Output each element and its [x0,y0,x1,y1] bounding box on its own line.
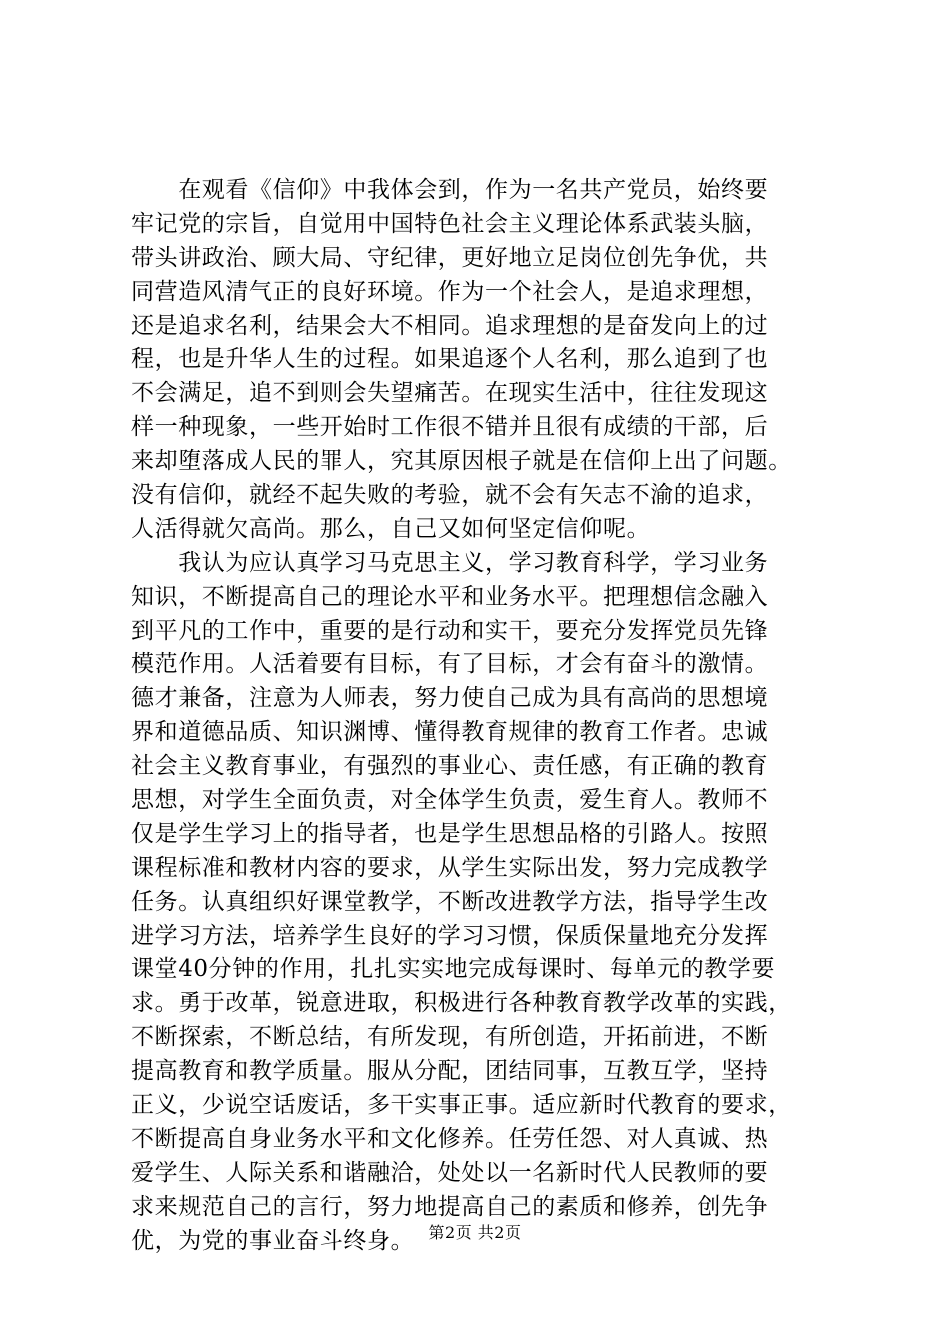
text-line: 模范作用。人活着要有目标，有了目标，才会有奋斗的激情。 [131,651,769,678]
text-line: 到平凡的工作中，重要的是行动和实干，要充分发挥党员先锋 [131,617,769,644]
text-line: 不断探索，不断总结，有所发现，有所创造，开拓前进，不断 [131,1024,769,1051]
text-line: 不断提高自身业务水平和文化修养。任劳任怨、对人真诚、热 [131,1125,769,1152]
text-line: 人活得就欠高尚。那么，自己又如何坚定信仰呢。 [131,515,651,542]
text-line: 牢记党的宗旨，自觉用中国特色社会主义理论体系武装头脑， [131,210,769,237]
text-line: 程，也是升华人生的过程。如果追逐个人名利，那么追到了也 [131,346,769,373]
text-line: 课堂40分钟的作用，扎扎实实地完成每课时、每单元的教学要 [131,956,776,983]
text-line: 提高教育和教学质量。服从分配，团结同事，互教互学，坚持 [131,1058,769,1085]
text-line: 正义，少说空话废话，多干实事正事。适应新时代教育的要求， [131,1092,792,1119]
text-line: 我认为应认真学习马克思主义，学习教育科学，学习业务 [131,549,769,576]
text-line: 同营造风清气正的良好环境。作为一个社会人，是追求理想， [131,278,769,305]
text-line: 求。勇于改革，锐意进取，积极进行各种教育教学改革的实践， [131,990,792,1017]
page-footer: 第2页 共2页 [428,1223,522,1242]
text-line: 不会满足，追不到则会失望痛苦。在现实生活中，往往发现这 [131,380,769,407]
text-line: 进学习方法，培养学生良好的学习习惯，保质保量地充分发挥 [131,922,769,949]
text-line: 带头讲政治、顾大局、守纪律，更好地立足岗位创先争优，共 [131,244,769,271]
text-line: 知识，不断提高自己的理论水平和业务水平。把理想信念融入 [131,583,769,610]
text-line: 课程标准和教材内容的要求，从学生实际出发，努力完成教学 [131,854,769,881]
text-line: 仅是学生学习上的指导者，也是学生思想品格的引路人。按照 [131,820,769,847]
text-line: 社会主义教育事业，有强烈的事业心、责任感，有正确的教育 [131,753,769,780]
text-line: 还是追求名利，结果会大不相同。追求理想的是奋发向上的过 [131,312,769,339]
text-line: 任务。认真组织好课堂教学，不断改进教学方法，指导学生改 [131,888,769,915]
text-line: 求来规范自己的言行，努力地提高自己的素质和修养，创先争 [131,1193,769,1220]
body-text [131,174,841,1259]
text-line: 爱学生、人际关系和谐融洽，处处以一名新时代人民教师的要 [131,1159,769,1186]
text-line: 在观看《信仰》中我体会到，作为一名共产党员，始终要 [131,177,769,203]
text-line: 优，为党的事业奋斗终身。 [131,1227,415,1254]
text-line: 来却堕落成人民的罪人，究其原因根子就是在信仰上出了问题。 [131,448,792,475]
text-line: 样一种现象，一些开始时工作很不错并且很有成绩的干部，后 [131,414,769,441]
text-line: 没有信仰，就经不起失败的考验，就不会有矢志不渝的追求， [131,482,769,509]
text-line: 思想，对学生全面负责，对全体学生负责，爱生育人。教师不 [131,787,769,814]
text-line: 德才兼备，注意为人师表，努力使自己成为具有高尚的思想境 [131,685,769,712]
text-line: 界和道德品质、知识渊博、懂得教育规律的教育工作者。忠诚 [131,719,769,746]
